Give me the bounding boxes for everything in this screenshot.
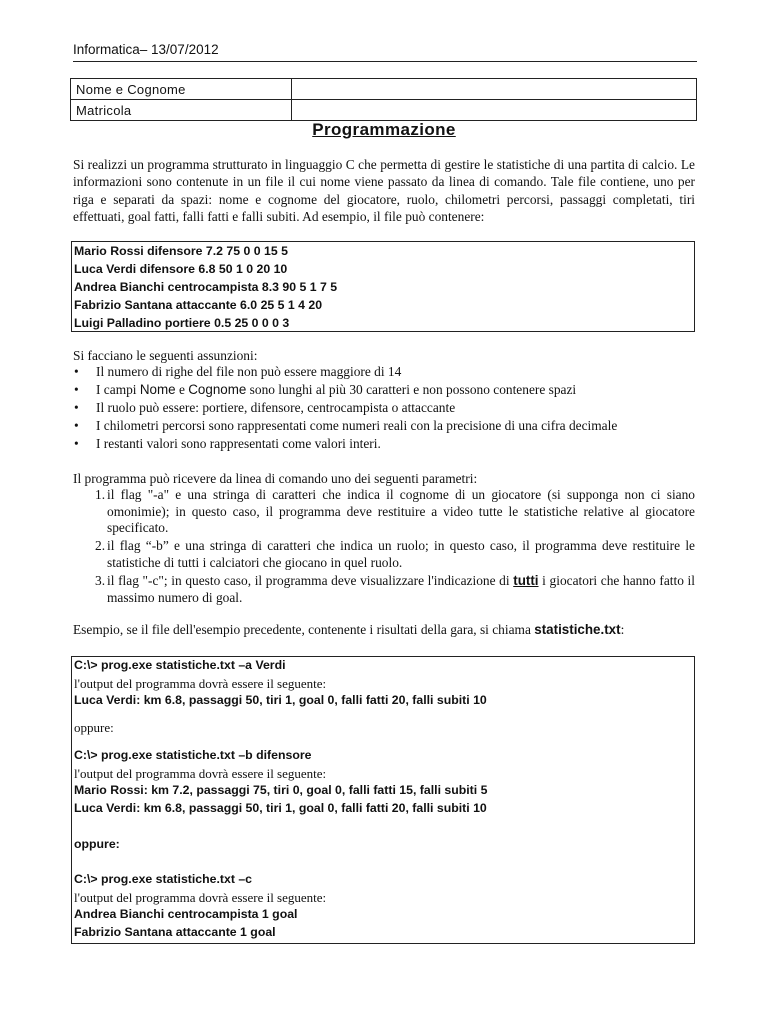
oppure-text: oppure: bbox=[74, 720, 114, 735]
params-intro: Il programma può ricevere da linea di comando uno dei seguenti parametri: bbox=[73, 471, 478, 486]
list-item bbox=[73, 418, 695, 435]
table-row bbox=[71, 100, 697, 121]
list-item bbox=[73, 436, 695, 453]
command-line: C:\> prog.exe statistiche.txt –c bbox=[74, 872, 253, 886]
bullet-icon: • bbox=[74, 436, 79, 452]
list-item bbox=[73, 487, 695, 537]
bullet-text: e bbox=[175, 382, 189, 398]
output-line: Andrea Bianchi centrocampista 1 goal bbox=[74, 907, 298, 921]
sample-line: Fabrizio Santana attaccante 6.0 25 5 1 4 20 bbox=[74, 298, 323, 312]
example-filename: statistiche.txt bbox=[534, 622, 621, 637]
item-text: il flag "-c"; in questo caso, il programma deve visualizzare l'indicazione di bbox=[107, 572, 514, 588]
bullet-icon: • bbox=[74, 418, 79, 434]
bullet-text: I restanti valori sono rappresentati come valori interi. bbox=[96, 436, 381, 452]
item-text: il flag “-b” e una stringa di caratteri che indica un ruolo; in questo caso, il programma deve restituire le statistiche di tutti i calciatori che giocano in quel ruolo. bbox=[107, 538, 695, 570]
item-number: 3. bbox=[95, 572, 106, 588]
list-item bbox=[73, 400, 695, 417]
oppure-text: oppure: bbox=[74, 837, 120, 851]
list-item bbox=[73, 573, 695, 606]
item-number: 1. bbox=[95, 487, 106, 502]
bullet-text: I campi bbox=[96, 382, 140, 398]
assumptions-list bbox=[73, 364, 695, 454]
bullet-icon: • bbox=[74, 364, 79, 379]
field-nome: Nome bbox=[139, 382, 176, 398]
intro-paragraph: Si realizzi un programma strutturato in linguaggio C che permetta di gestire le statistiche di una partita di calcio. Le informazioni sono contenute in un file il cui nome viene passato da linea di comando. Tale file contiene, uno per riga e separati da spazi: nome e cognome del giocatore, ruolo, chilometri percorsi, passaggi completati, tiri effettuati, goal fatti, falli fatti e falli subiti. Ad esempio, il file può contenere: bbox=[73, 157, 695, 225]
student-id-table bbox=[70, 78, 697, 121]
name-field[interactable] bbox=[292, 79, 697, 100]
bullet-text: Il numero di righe del file non può essere maggiore di 14 bbox=[96, 364, 402, 379]
output-line: Luca Verdi: km 6.8, passaggi 50, tiri 1, goal 0, falli fatti 20, falli subiti 10 bbox=[74, 693, 487, 707]
list-item bbox=[73, 364, 695, 381]
command-line: C:\> prog.exe statistiche.txt –b difensore bbox=[74, 748, 312, 762]
output-note: l'output del programma dovrà essere il seguente: bbox=[74, 890, 327, 905]
output-line: Luca Verdi: km 6.8, passaggi 50, tiri 1, goal 0, falli fatti 20, falli subiti 10 bbox=[74, 801, 487, 815]
command-line: C:\> prog.exe statistiche.txt –a Verdi bbox=[74, 658, 286, 672]
sample-line: Mario Rossi difensore 7.2 75 0 0 15 5 bbox=[74, 244, 288, 258]
output-note: l'output del programma dovrà essere il seguente: bbox=[74, 766, 327, 781]
bullet-icon: • bbox=[74, 382, 79, 398]
params-list bbox=[73, 487, 695, 608]
matricola-label: Matricola bbox=[71, 100, 292, 121]
item-text: il flag "-a" e una stringa di caratteri che indica il cognome di un giocatore (si supponga non ci siano omonimie); in questo caso, il programma deve restituire a video tutte le statistiche relative al giocatore specificato. bbox=[107, 487, 695, 536]
bullet-icon: • bbox=[74, 400, 79, 416]
emphasis-tutti: tutti bbox=[513, 572, 539, 588]
matricola-field[interactable] bbox=[292, 100, 697, 121]
sample-file-box bbox=[71, 241, 695, 332]
example-intro bbox=[73, 621, 695, 638]
sample-line: Andrea Bianchi centrocampista 8.3 90 5 1 7 5 bbox=[74, 280, 338, 294]
table-row bbox=[71, 79, 697, 100]
bullet-text: Il ruolo può essere: portiere, difensore, centrocampista o attaccante bbox=[96, 400, 456, 416]
bullet-text: sono lunghi al più 30 caratteri e non possono contenere spazi bbox=[246, 382, 577, 398]
assumptions-intro: Si facciano le seguenti assunzioni: bbox=[73, 348, 258, 363]
example-output-box bbox=[71, 656, 695, 944]
example-intro-text: Esempio, se il file dell'esempio precedente, contenente i risultati della gara, si chiama bbox=[73, 622, 535, 637]
name-label: Nome e Cognome bbox=[71, 79, 292, 100]
output-note: l'output del programma dovrà essere il seguente: bbox=[74, 676, 327, 691]
field-cognome: Cognome bbox=[188, 382, 247, 398]
sample-line: Luigi Palladino portiere 0.5 25 0 0 0 3 bbox=[74, 316, 290, 330]
page-header: Informatica– 13/07/2012 bbox=[73, 42, 219, 57]
output-line: Mario Rossi: km 7.2, passaggi 75, tiri 0, goal 0, falli fatti 15, falli subiti 5 bbox=[74, 783, 488, 797]
header-rule bbox=[73, 61, 697, 62]
output-line: Fabrizio Santana attaccante 1 goal bbox=[74, 925, 276, 939]
item-number: 2. bbox=[95, 538, 106, 554]
section-title: Programmazione bbox=[312, 120, 456, 139]
item-text: i giocatori che hanno fatto il massimo numero di goal. bbox=[107, 572, 695, 605]
list-item bbox=[73, 538, 695, 571]
list-item bbox=[73, 382, 695, 399]
bullet-text: I chilometri percorsi sono rappresentati come numeri reali con la precisione di una cifra decimale bbox=[96, 418, 618, 434]
example-colon: : bbox=[620, 622, 625, 637]
sample-line: Luca Verdi difensore 6.8 50 1 0 20 10 bbox=[74, 262, 288, 276]
